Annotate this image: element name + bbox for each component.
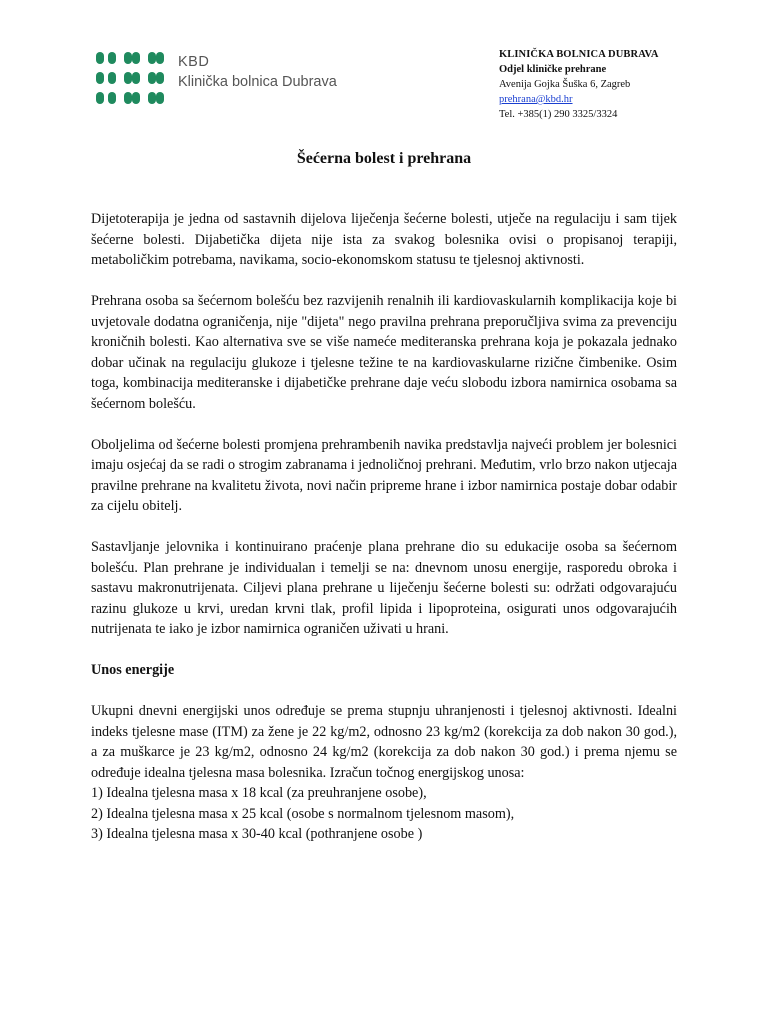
logo-abbr: KBD xyxy=(178,54,210,70)
department-name: Odjel kliničke prehrane xyxy=(499,64,607,75)
list-item: 3) Idealna tjelesna masa x 30-40 kcal (pothranjene osobe ) xyxy=(91,826,423,842)
paragraph: Oboljelima od šećerne bolesti promjena prehrambenih navika predstavlja najveći problem jer bolesnici imaju osjećaj da se radi o strogim zabranama i jednoličnoj prehrani. Međutim, vrlo brzo nakon utjecaja pravilne prehrane na kvalitetu života, novi način pripreme hrane i izbor namirnica postaje dobar odabir za cijelu obitelj. xyxy=(91,436,677,514)
section-intro: Ukupni dnevni energijski unos određuje se prema stupnju uhranjenosti i tjelesnoj aktivnosti. Idealni indeks tjelesne mase (ITM) za žene je 22 kg/m2, odnosno 23 kg/m2 (korekcija za dob nakon 30 god.), a za muškarce je 23 kg/m2, odnosno 24 kg/m2 (korekcija za dob nakon 30 god.) i prema njemu se određuje idealna tjelesna masa bolesnika. Izračun točnog energijskog unosa: xyxy=(91,703,677,781)
paragraph: Sastavljanje jelovnika i kontinuirano praćenje plana prehrane dio su edukacije osoba sa šećernom bolešću. Plan prehrane je individualan i temelji se na: dnevnom unosu energije, rasporedu obroka i sastavu makronutrijenata. Ciljevi plana prehrane u liječenju šećerne bolesti su: održati odgovarajuću razinu glukoze u krvi, uredan krvni tlak, profil lipida i lipoproteina, osigurati unos odgovarajućih nutrijenata te iako je izbor namirnica ograničen uživati u hrani. xyxy=(91,539,677,637)
address-block xyxy=(499,47,659,122)
logo-full-name: Klinička bolnica Dubrava xyxy=(178,74,337,90)
paragraph: Dijetoterapija je jedna od sastavnih dijelova liječenja šećerne bolesti, utječe na regulaciju i sam tijek šećerne bolesti. Dijabetička dijeta nije ista za svakog bolesnika ovisi o propisanoj terapiji, metaboličkim potrebama, navikama, socio-ekonomskom statusu te tjelesnoj aktivnosti. xyxy=(91,211,677,268)
institution-name: KLINIČKA BOLNICA DUBRAVA xyxy=(499,49,659,60)
energy-formula-list xyxy=(91,783,677,845)
logo-dots-icon xyxy=(96,52,164,104)
phone-number: Tel. +385(1) 290 3325/3324 xyxy=(499,109,618,120)
section-heading: Unos energije xyxy=(91,662,175,678)
hospital-logo xyxy=(96,52,337,104)
document-title: Šećerna bolest i prehrana xyxy=(296,150,472,167)
email-link[interactable]: prehrana@kbd.hr xyxy=(499,94,573,105)
logo-text xyxy=(178,52,337,92)
paragraph: Prehrana osoba sa šećernom bolešću bez razvijenih renalnih ili kardiovaskularnih komplikacija koje bi uvjetovale dodatna ograničenja, nije "dijeta" nego pravilna prehrana preporučljiva svima za prevenciju kroničnih bolesti. Kao alternativa sve se više nameće mediteranska prehrana koja je pokazala jednako dobar učinak na regulaciju glukoze i tjelesne težine te na kardiovaskularne rizične čimbenike. Osim toga, kombinacija mediteranske i dijabetičke prehrane daje veću slobodu izbora namirnica osobama sa šećernom bolešću. xyxy=(91,293,677,412)
list-item: 1) Idealna tjelesna masa x 18 kcal (za preuhranjene osobe), xyxy=(91,785,427,801)
list-item: 2) Idealna tjelesna masa x 25 kcal (osobe s normalnom tjelesnom masom), xyxy=(91,805,515,822)
document-body xyxy=(91,209,677,845)
street-address: Avenija Gojka Šuška 6, Zagreb xyxy=(499,79,631,90)
